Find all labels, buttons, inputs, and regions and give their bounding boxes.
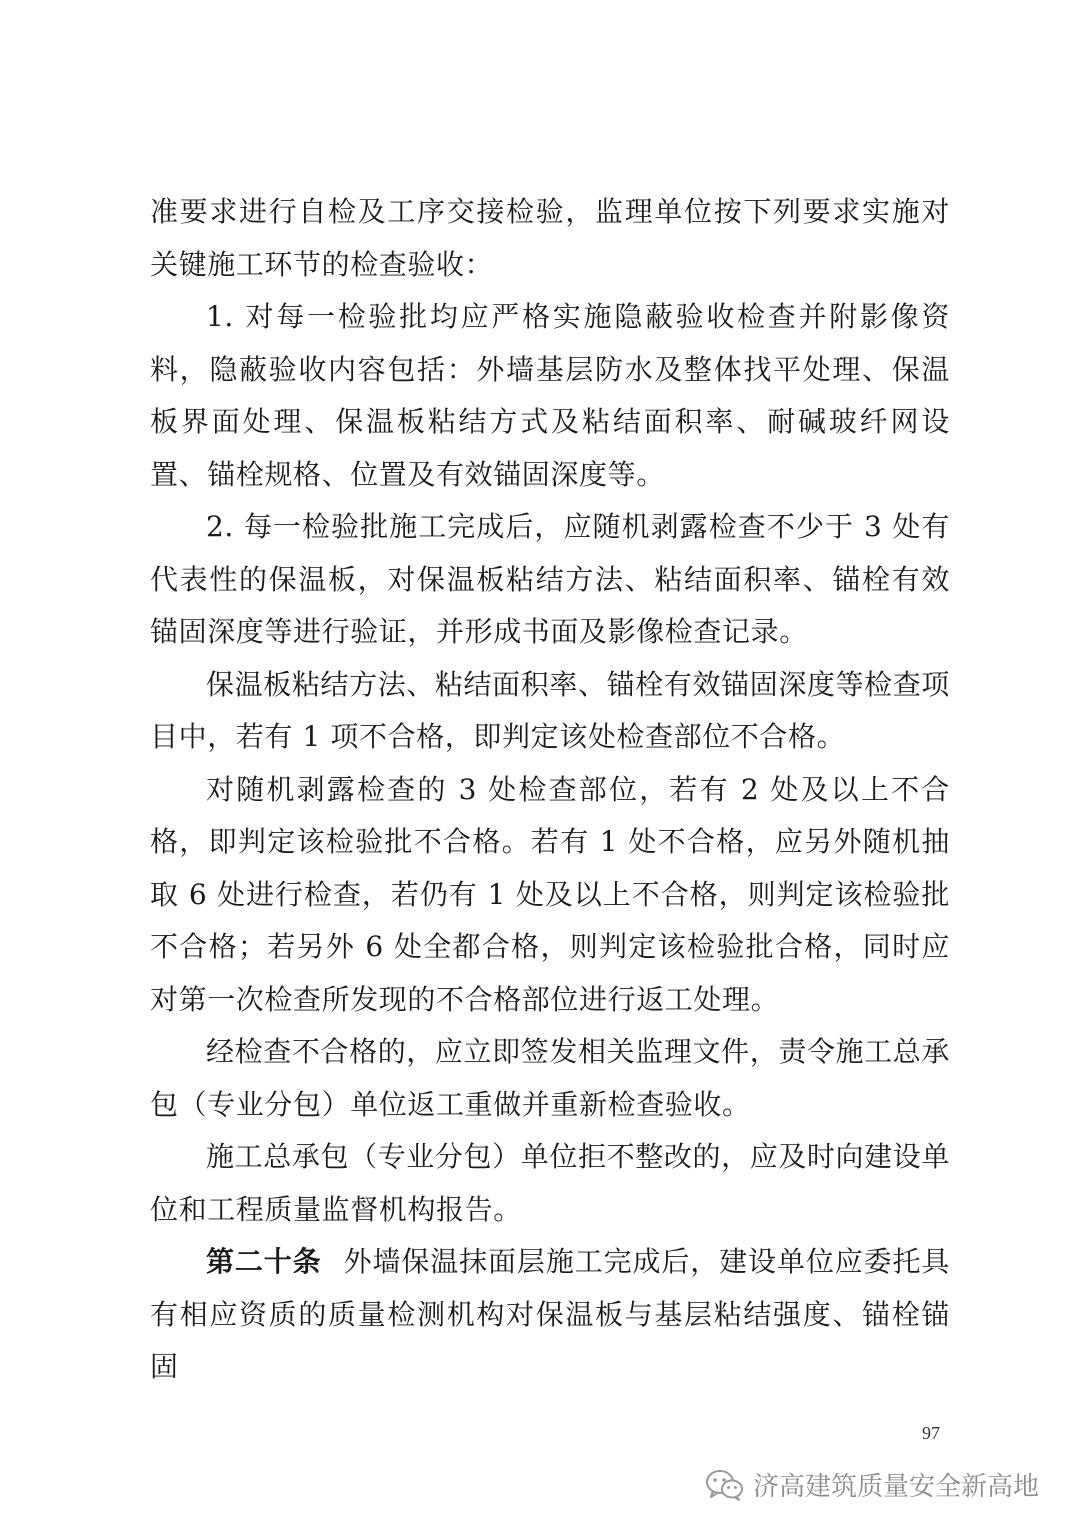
paragraph-item-1: 1. 对每一检验批均应严格实施隐蔽验收检查并附影像资料，隐蔽验收内容包括：外墙基层防水及整体找平处理、保温板界面处理、保温板粘结方式及粘结面积率、耐碱玻纤网设置、锚栓规格、位置及有效锚固深度等。: [150, 300, 950, 491]
article-20: [150, 1236, 950, 1394]
paragraph-random-check: 对随机剥露检查的 3 处检查部位，若有 2 处及以上不合格，即判定该检验批不合格。若有 1 处不合格，应另外随机抽取 6 处进行检查，若仍有 1 处及以上不合格，则判定该检验批不合格；若另外 6 处全都合格，则判定该检验批合格，同时应对第一次检查所发现的不合格部位进行返工处理。: [150, 772, 950, 1016]
article-label: 第二十条: [206, 1245, 322, 1278]
article-text: 外墙保温抹面层施工完成后，建设单位应委托具有相应资质的质量检测机构对保温板与基层粘结强度、锚栓锚固: [150, 1245, 951, 1383]
page-number: 97: [922, 1423, 940, 1443]
wechat-icon: [705, 1469, 745, 1501]
paragraph-item-2: 2. 每一检验批施工完成后，应随机剥露检查不少于 3 处有代表性的保温板，对保温板粘结方法、粘结面积率、锚栓有效锚固深度等进行验证，并形成书面及影像检查记录。: [150, 510, 950, 648]
paragraph-unqualified: 经检查不合格的，应立即签发相关监理文件，责令施工总承包（专业分包）单位返工重做并重新检查验收。: [150, 1035, 950, 1121]
paragraph-continuation: 准要求进行自检及工序交接检验，监理单位按下列要求实施对关键施工环节的检查验收：: [150, 195, 950, 281]
paragraph-check-items: 保温板粘结方法、粘结面积率、锚栓有效锚固深度等检查项目中，若有 1 项不合格，即判定该处检查部位不合格。: [150, 667, 950, 753]
document-body: [150, 186, 950, 1394]
watermark: [705, 1466, 1039, 1503]
paragraph-refuse-rectify: 施工总承包（专业分包）单位拒不整改的，应及时向建设单位和工程质量监督机构报告。: [150, 1140, 950, 1226]
watermark-text: 济高建筑质量安全新高地: [753, 1472, 1040, 1502]
